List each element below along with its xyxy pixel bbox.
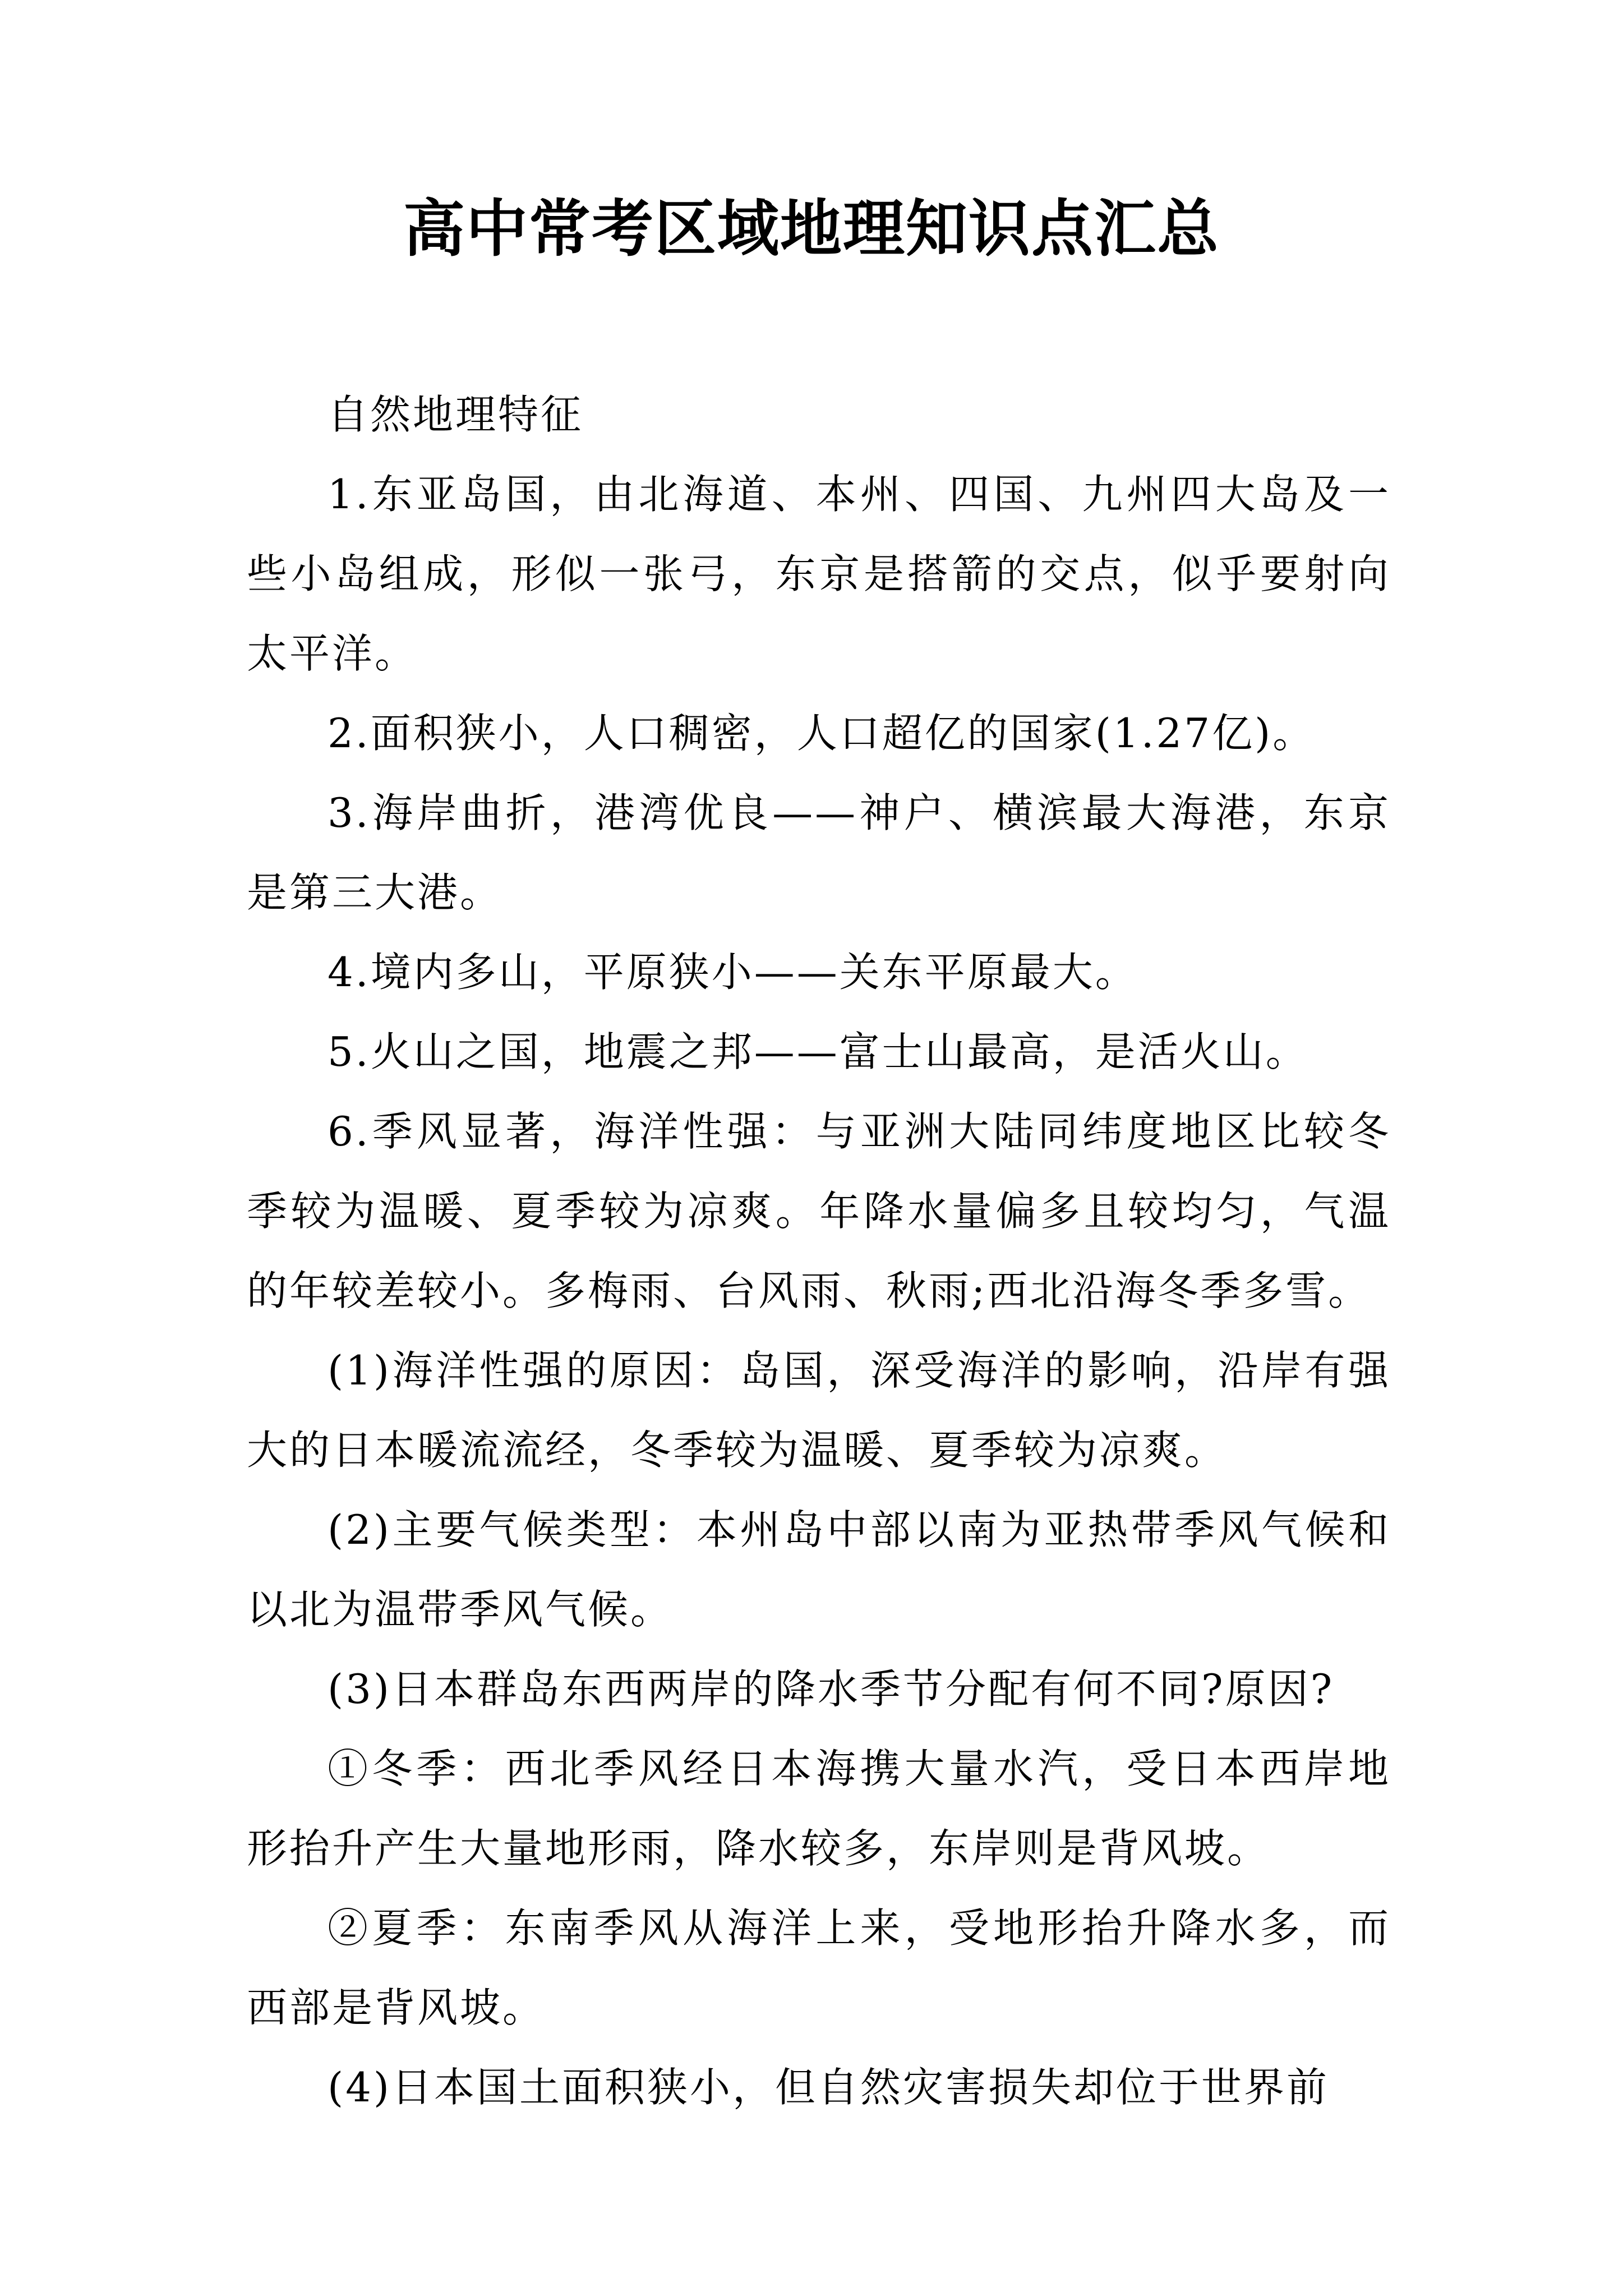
- paragraph-heading-natural-geography: 自然地理特征: [328, 391, 584, 438]
- paragraph-item-2: 2.面积狭小，人口稠密，人口超亿的国家(1.27亿)。: [328, 710, 1316, 757]
- paragraph-subitem-1: (1)海洋性强的原因：岛国，深受海洋的影响，沿岸有强大的日本暖流流经，冬季较为温暖、夏季较为凉爽。: [247, 1347, 1391, 1474]
- paragraph-winter: ①冬季：西北季风经日本海携大量水汽，受日本西岸地形抬升产生大量地形雨，降水较多，东岸则是背风坡。: [247, 1745, 1391, 1872]
- paragraph-item-6: 6.季风显著，海洋性强：与亚洲大陆同纬度地区比较冬季较为温暖、夏季较为凉爽。年降水量偏多且较均匀，气温的年较差较小。多梅雨、台风雨、秋雨;西北沿海冬季多雪。: [247, 1108, 1391, 1314]
- paragraph-subitem-4: (4)日本国土面积狭小，但自然灾害损失却位于世界前: [328, 2064, 1329, 2111]
- paragraph-summer: ②夏季：东南季风从海洋上来，受地形抬升降水多，而西部是背风坡。: [247, 1904, 1391, 2031]
- paragraph-subitem-2: (2)主要气候类型：本州岛中部以南为亚热带季风气候和以北为温带季风气候。: [247, 1506, 1391, 1633]
- paragraph-item-1: 1.东亚岛国，由北海道、本州、四国、九州四大岛及一些小岛组成，形似一张弓，东京是搭箭的交点，似乎要射向太平洋。: [247, 471, 1391, 677]
- document-title: 高中常考区域地理知识点汇总: [403, 192, 1220, 265]
- paragraph-subitem-3: (3)日本群岛东西两岸的降水季节分配有何不同?原因?: [328, 1665, 1335, 1713]
- paragraph-item-4: 4.境内多山，平原狭小——关东平原最大。: [328, 949, 1138, 996]
- paragraph-item-5: 5.火山之国，地震之邦——富士山最高，是活火山。: [328, 1028, 1308, 1075]
- paragraph-item-3: 3.海岸曲折，港湾优良——神户、横滨最大海港，东京是第三大港。: [247, 789, 1391, 916]
- document-body: [247, 375, 1391, 2127]
